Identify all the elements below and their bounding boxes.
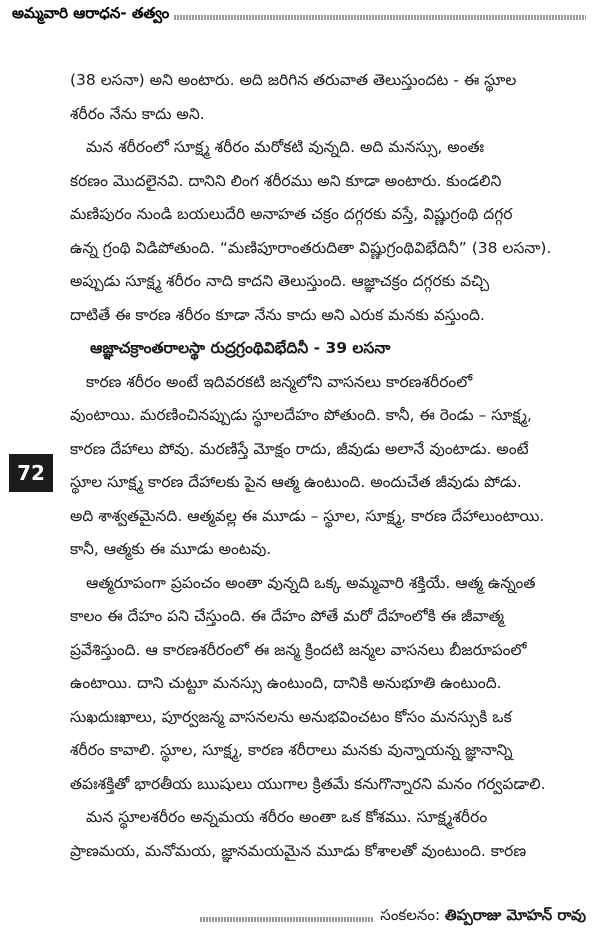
running-footer <box>200 906 586 932</box>
text-line: కారణ దేహాలు పోవు. మరణిస్తే మోక్షం రాదు, జీవుడు అలానే వుంటాడు. అంటే <box>70 439 529 458</box>
text-line: కాలం ఈ దేహం పని చేస్తుంది. ఈ దేహం పోతే మరో దేహంలోకి ఈ జీవాత్మ <box>70 607 504 625</box>
text-line: మణిపురం నుండి బయలుదేరి అనాహత చక్రం దగ్గరకు వస్తే, విష్ణుగ్రంథి దగ్గర <box>70 205 513 223</box>
text-line: (38 లసనా) అని అంటారు. అది జరిగిన తరువాత తెలుస్తుందట - ఈ స్థూల <box>70 71 517 89</box>
text-line: దాటితే ఈ కారణ శరీరం కూడా నేను కాదు అని ఎరుక మనకు వస్తుంది. <box>70 305 485 324</box>
paragraph-start-line: మన శరీరంలో సూక్ష్మ శరీరం మరోకటి వున్నది. అది మనస్సు, అంతః <box>86 138 485 156</box>
text-line: స్థూల సూక్ష్మ కారణ దేహాలకు పైన ఆత్మ ఉంటుంది. అందుచేత జీవుడు పోడు. <box>70 473 522 491</box>
compiler-name: తిప్పరాజు మోహన్ రావు <box>444 906 586 924</box>
verse-heading: ఆజ్ఞాచక్రాంతరాలస్థా రుద్రగ్రంథివిభేదినీ - 39 లసనా <box>90 339 391 357</box>
text-line: ఉంటాయి. దాని చుట్టూ మనస్సు ఉంటుంది, దానికి అనుభూతి ఉంటుంది. <box>70 674 502 692</box>
text-line: శరీరం కావాలి. స్థూల, సూక్ష్మ, కారణ శరీరాలు మనకు వున్నాయన్న జ్ఞానాన్ని <box>70 741 513 759</box>
text-line: ఉన్న గ్రంథి విడిపోతుంది. “మణిపూరాంతరుదితా విష్ణుగ్రంథివిభేదినీ” (38 లసనా). <box>70 238 552 257</box>
body-text <box>70 64 588 868</box>
paragraph-start-line: కారణ శరీరం అంటే ఇదివరకటి జన్మలోని వాసనలు కారణశరీరంలో <box>86 372 473 391</box>
text-line: కరణం మొదలైనవి. దానిని లింగ శరీరము అని కూడా అంటారు. కుండలిని <box>70 171 502 190</box>
text-line: అది శాశ్వతమైనది. ఆత్మవల్ల ఈ మూడు – స్థూల, సూక్ష్మ, కారణ దేహాలుంటాయి. <box>70 506 545 525</box>
compiler-label: సంకలనం: <box>380 906 441 924</box>
text-line: కానీ, ఆత్మకు ఈ మూడు అంటవు. <box>70 540 272 558</box>
book-title: అమ్మవారి ఆరాధన- తత్వం <box>12 4 173 26</box>
running-header <box>12 4 586 30</box>
compiler-credit <box>374 906 586 928</box>
paragraph-start-line: మన స్థూలశరీరం అన్నమయ శరీరం అంతా ఒక కోశము. సూక్ష్మశరీరం <box>86 808 488 826</box>
paragraph-start-line: ఆత్మరూపంగా ప్రపంచం అంతా వున్నది ఒక్క అమ్మవారి శక్తియే. ఆత్మ ఉన్నంత <box>86 573 536 592</box>
text-line: ప్రాణమయ, మనోమయ, జ్ఞానమయమైన మూడు కోశాలతో వుంటుంది. కారణ <box>70 841 527 860</box>
text-line: అప్పుడు సూక్ష్మ శరీరం నాది కాదని తెలుస్తుంది. ఆజ్ఞాచక్రం దగ్గరకు వచ్చి <box>70 272 490 290</box>
text-line: ప్రవేశిస్తుంది. ఆ కారణశరీరంలో ఈ జన్మ క్రిందటి జన్మల వాసనలు బీజరూపంలో <box>70 640 527 659</box>
text-line: సుఖదుఃఖాలు, పూర్వజన్మ వాసనలను అనుభవించటం కోసం మనస్సుకి ఒక <box>70 707 512 726</box>
page-number-badge: 72 <box>9 454 53 492</box>
text-line: వుంటాయి. మరణించినప్పుడు స్థూలదేహం పోతుంది. కానీ, ఈ రెండు – సూక్ష్మ, <box>70 406 532 424</box>
text-line: శరీరం నేను కాదు అని. <box>70 104 205 123</box>
text-line: తపఃశక్తితో భారతీయ ఋషులు యుగాల క్రితమే కనుగొన్నారని మనం గర్వపడాలి. <box>70 774 546 793</box>
